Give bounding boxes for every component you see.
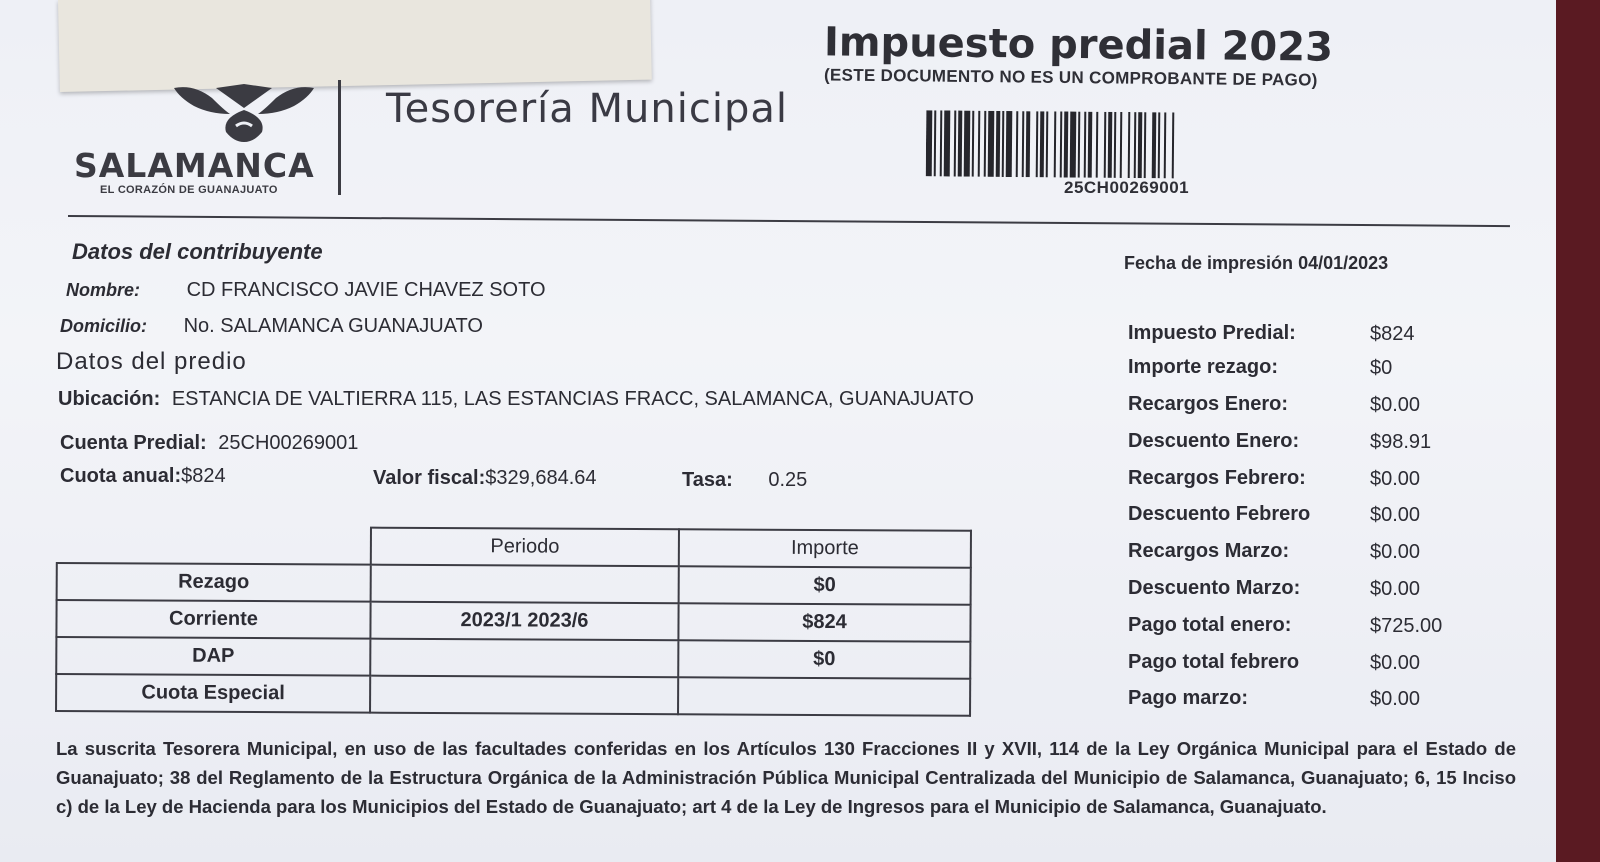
summary-label: Pago total enero: [1128,614,1292,636]
header-rule [68,215,1510,227]
summary-value: $725.00 [1370,615,1443,637]
summary-label: Recargos Enero: [1128,393,1289,415]
annual-fee-row [60,465,226,488]
summary-value: $0.00 [1370,394,1421,416]
row-amount: $824 [678,603,970,642]
name-label: Nombre: [66,280,141,300]
summary-value: $0.00 [1370,468,1421,490]
annual-fee-value: $824 [181,465,226,487]
summary-label: Importe rezago: [1128,356,1279,378]
column-header-period: Periodo [371,528,679,567]
barcode [926,110,1321,179]
summary-value: $0.00 [1370,541,1421,563]
name-value: CD FRANCISCO JAVIE CHAVEZ SOTO [186,279,546,301]
rate-value: 0.25 [768,469,808,491]
print-date-label: Fecha de impresión [1124,253,1294,273]
property-section-title: Datos del predio [56,348,247,375]
document-subtitle: (ESTE DOCUMENTO NO ES UN COMPROBANTE DE PAGO) [823,65,1318,90]
row-concept: Corriente [56,600,370,639]
flower-logo-icon [154,84,334,146]
table-header-row [57,526,971,568]
rate-row [682,469,807,492]
print-date-value: 04/01/2023 [1298,253,1389,273]
table-row [56,637,970,679]
attached-receipt-paper [58,0,652,92]
location-row [58,388,974,411]
salamanca-logo [74,84,324,200]
print-date [1124,253,1388,274]
document-title: Impuesto predial 2023 [823,19,1334,71]
row-amount: $0 [679,566,971,605]
summary-value: $98.91 [1370,431,1432,453]
annual-fee-label: Cuota anual: [60,465,182,487]
account-label: Cuenta Predial: [60,432,207,454]
row-period: 2023/1 2023/6 [370,602,678,641]
summary-label: Impuesto Predial: [1128,322,1296,344]
row-amount: $0 [678,640,970,679]
location-label: Ubicación: [58,388,161,410]
fiscal-value-value: $329,684.64 [485,467,597,489]
table-row [56,674,970,716]
address-value: No. SALAMANCA GUANAJUATO [183,315,483,337]
table-row [57,563,971,605]
table-row [56,600,970,642]
summary-label: Recargos Febrero: [1128,467,1306,489]
legal-footer: La suscrita Tesorera Municipal, en uso de las facultades conferidas en los Artículos 130 Fracciones II y XVII, 114 de la Ley Orgánica Municipal para el Estado de Guanajuato; 38 del Reglamento de la Estructura Orgánica de la Administración Pública Municipal Centralizada del Municipio de Salamanca, Guanajuato; 6, 15 Inciso c) de la Ley de Hacienda para los Municipios del Estado de Guanajuato; art 4 de la Ley de Ingresos para el Municipio de Salamanca, Guanajuato. [56,738,1516,817]
summary-value: $0.00 [1370,578,1421,600]
row-concept: Rezago [57,563,371,602]
summary-label: Descuento Enero: [1128,430,1300,452]
summary-value: $0 [1370,357,1393,379]
logo-name: SALAMANCA [74,146,315,185]
name-row [66,279,546,302]
rate-label: Tasa: [682,469,733,491]
summary-value: $0.00 [1370,652,1421,674]
summary-label: Descuento Febrero [1128,503,1311,525]
fiscal-value-label: Valor fiscal: [373,467,486,489]
summary-value: $824 [1370,323,1415,345]
address-row [60,315,483,338]
row-concept: Cuota Especial [56,674,370,713]
fiscal-value-row [373,467,597,490]
logo-tagline: EL CORAZÓN DE GUANAJUATO [100,184,278,196]
summary-label: Pago total febrero [1128,651,1300,673]
row-period [370,676,678,715]
department-name: Tesorería Municipal [386,86,788,132]
summary-value: $0.00 [1370,504,1421,526]
taxpayer-section-title: Datos del contribuyente [72,239,323,264]
address-label: Domicilio: [60,316,148,336]
barcode-number: 25CH00269001 [1064,178,1190,197]
account-value: 25CH00269001 [218,432,359,454]
periods-table [55,525,972,717]
summary-label: Recargos Marzo: [1128,540,1290,562]
summary-label: Pago marzo: [1128,687,1249,709]
row-concept: DAP [56,637,370,676]
summary-label: Descuento Marzo: [1128,577,1301,599]
header-divider [338,80,341,195]
row-period [371,565,679,604]
column-header-amount: Importe [679,529,971,568]
row-amount [678,677,970,716]
table-corner-cell [57,526,371,565]
summary-value: $0.00 [1370,688,1421,710]
location-value: ESTANCIA DE VALTIERRA 115, LAS ESTANCIAS FRACC, SALAMANCA, GUANAJUATO [171,388,974,410]
row-period [370,639,678,678]
account-row [60,432,358,455]
